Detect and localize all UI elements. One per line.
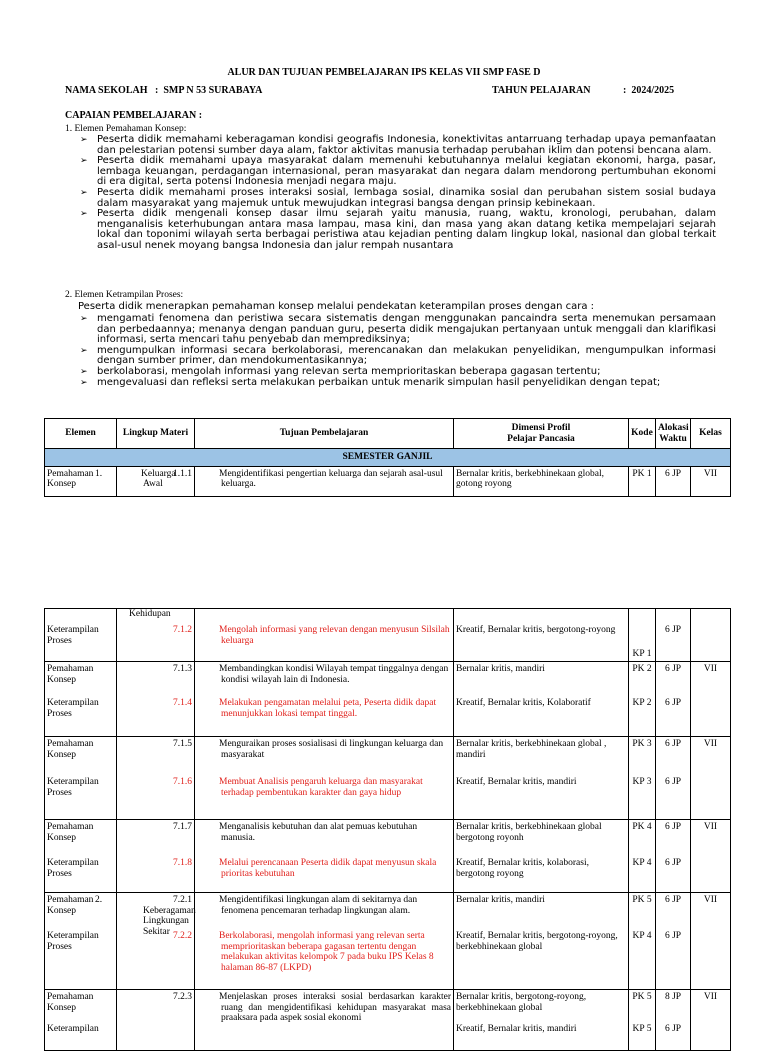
list-item: ➢ Peserta didik memahami upaya masyarakat dalam memenuhi kebutuhannya melalui kegiatan ekonomi, harga, pasar, lembaga keuangan, perdagangan internasional, peran masyarakat dan negara dalam mendorong pertumbuhan ekonomi di era digital, serta potensi Indonesia menjadi negara maju. [80,155,716,188]
arrow-bullet-icon: ➢ [80,366,88,377]
cell-kelas: VII [691,820,731,893]
list-item: ➢ mengumpulkan informasi secara berkolaborasi, merencanakan dan melakukan penyelidikan, mengumpulkan informasi dengan sumber primer, dan mendokumentasikannya; [80,344,716,367]
list-item: ➢ Peserta didik memahami keberagaman kondisi geografis Indonesia, konektivitas antarruang terhadap upaya pemanfaatan dan pelestarian potensi sumber daya alam, faktor aktivitas manusia terhadap perubahan iklim dan potensi bencana alam. [80,134,716,156]
arrow-bullet-icon: ➢ [80,156,88,167]
cell-dimensi: Bernalar kritis, berkebhinekaan global bergotong royonh Kreatif, Bernalar kritis, kolaborasi, bergotong royong [454,820,629,893]
table-row [45,466,731,496]
cell-lingkup: Kehidupan [117,609,195,662]
col-header-alokasi: Alokasi Waktu [656,419,691,449]
cell-tujuan: 7.2.3 Menjelaskan proses interaksi sosial berdasarkan karakter ruang dan mengidentifikasi kehidupan masyarakat masa praaksara pada aspek sosial ekonomi [195,990,454,1051]
cell-tujuan: 7.1.7 Menganalisis kebutuhan dan alat pemuas kebutuhan manusia. 7.1.8 Melalui perencanaan Peserta didik dapat menyusun skala prioritas kebutuhan [195,820,454,893]
cell-kode: PK 5 KP 4 [629,893,656,990]
cell-kode: PK 1 [629,466,656,496]
table-row [45,990,731,1051]
cell-waktu: 6 JP 6 JP [656,737,691,820]
elemen2-list [78,314,716,388]
cell-tujuan: 7.1.5 Menguraikan proses sosialisasi di lingkungan keluarga dan masyarakat 7.1.6 Membuat Analisis pengaruh keluarga dan masyarakat terhadap pembentukan karakter dan gaya hidup [195,737,454,820]
cell-dimensi: Bernalar kritis, berkebhinekaan global, gotong royong [454,466,629,496]
list-item: ➢ mengevaluasi dan refleksi serta melakukan perbaikan untuk menarik simpulan hasil penyelidikan dengan tepat; [80,376,661,388]
capaian-heading: CAPAIAN PEMBELAJARAN : [65,110,203,121]
arrow-bullet-icon: ➢ [80,314,88,324]
list-item: ➢ Peserta didik memahami proses interaksi sosial, lembaga sosial, dinamika sosial dan perubahan sistem sosial budaya dalam masyarakat yang majemuk untuk mewujudkan integrasi bangsa dengan prinsip kebinekaan. [80,186,716,209]
cell-kode: PK 4 KP 4 [629,820,656,893]
cell-elemen: Pemahaman Konsep Keterampilan Proses [45,820,117,893]
elemen2-intro: Peserta didik menerapkan pemahaman konsep melalui pendekatan keterampilan proses dengan cara : [78,301,595,312]
table-row [45,820,731,893]
semester-row [45,449,731,467]
cell-kelas [691,609,731,662]
table-row [45,893,731,990]
col-header-kode: Kode [629,419,656,449]
cell-kode: PK 3 KP 3 [629,737,656,820]
table-row [45,609,731,662]
table-row [45,662,731,737]
cell-elemen: Pemahaman Konsep [45,466,117,496]
col-header-lingkup: Lingkup Materi [117,419,195,449]
cell-kelas: VII [691,990,731,1051]
cell-elemen: Pemahaman Konsep Keterampilan Proses [45,737,117,820]
cell-waktu: 6 JP 6 JP [656,662,691,737]
cell-kode: PK 5 KP 5 [629,990,656,1051]
semester-label: SEMESTER GANJIL [45,449,731,467]
arrow-bullet-icon: ➢ [80,187,88,198]
cell-lingkup: 1. Keluarga Awal [117,466,195,496]
tp-table-part1 [44,418,731,497]
cell-tujuan: 1.1.1 Mengidentifikasi pengertian keluarga dan sejarah asal-usul keluarga. [195,466,454,496]
table-row [45,737,731,820]
arrow-bullet-icon: ➢ [80,377,88,388]
cell-kelas: VII [691,893,731,990]
cell-dimensi: Bernalar kritis, mandiri Kreatif, Bernalar kritis, bergotong-royong, berkebhinekaan global [454,893,629,990]
cell-dimensi: Bernalar kritis, bergotong-royong, berkebhinekaan global Kreatif, Bernalar kritis, mandiri [454,990,629,1051]
cell-kode: KP 1 [629,609,656,662]
cell-waktu: 6 JP 6 JP [656,893,691,990]
list-item: ➢ mengamati fenomena dan peristiwa secara sistematis dengan menggunakan pancaindra serta menemukan persamaan dan perbedaannya; menanya dengan panduan guru, peserta didik mengajukan pertanyaan untuk menggali dan klarifikasi informasi, serta mencari tahu penyebab dan memprediksinya; [80,313,716,346]
col-header-kelas: Kelas [691,419,731,449]
cell-elemen: Pemahaman Konsep Keterampilan Proses [45,893,117,990]
school-name: NAMA SEKOLAH : SMP N 53 SURABAYA [65,85,263,96]
elemen2-title: 2. Elemen Ketrampilan Proses: [65,290,184,300]
cell-kelas: VII [691,662,731,737]
arrow-bullet-icon: ➢ [80,345,88,356]
year-label: TAHUN PELAJARAN [492,85,591,96]
cell-kode: PK 2 KP 2 [629,662,656,737]
year-value: : 2024/2025 [623,85,675,96]
cell-tujuan: 7.1.2 Mengolah informasi yang relevan dengan menyusun Silsilah keluarga [195,609,454,662]
cell-kelas: VII [691,737,731,820]
arrow-bullet-icon: ➢ [80,209,88,220]
cell-dimensi: Bernalar kritis, berkebhinekaan global , mandiri Kreatif, Bernalar kritis, mandiri [454,737,629,820]
elemen1-title: 1. Elemen Pemahaman Konsep: [65,124,187,134]
cell-lingkup: 2.Keberagaman Lingkungan Sekitar [117,893,195,990]
cell-elemen: Keterampilan Proses [45,609,117,662]
list-item: ➢ Peserta didik mengenali konsep dasar ilmu sejarah yaitu manusia, ruang, waktu, kronologi, perubahan, dalam menganalisis keterhubungan antara masa lampau, masa kini, dan masa yang akan datang ketika mempelajari sejarah lokal dan toponimi wilayah serta berbagai peristiwa atau kejadian penting dalam lingkup lokal, nasional dan global terkait asal-usul nenek moyang bangsa Indonesia dan jalur rempah nusantara [80,208,716,251]
cell-waktu: 8 JP 6 JP [656,990,691,1051]
cell-kelas: VII [691,466,731,496]
cell-tujuan: 7.2.1 Mengidentifikasi lingkungan alam di sekitarnya dan fenomena pencemaran terhadap lingkungan alam. 7.2.2 Berkolaborasi, mengolah informasi yang relevan serta memprioritaskan beberapa gagasan tertentu dengan melakukan aktivitas kelompok 7 pada buku IPS Kelas 8 halaman 86-87 (LKPD) [195,893,454,990]
cell-waktu: 6 JP [656,609,691,662]
col-header-dimensi: Dimensi Profil Pelajar Pancasia [454,419,629,449]
col-header-elemen: Elemen [45,419,117,449]
elemen1-list [78,135,716,252]
cell-waktu: 6 JP [656,466,691,496]
arrow-bullet-icon: ➢ [80,135,88,145]
cell-dimensi: Bernalar kritis, mandiri Kreatif, Bernalar kritis, Kolaboratif [454,662,629,737]
col-header-tujuan: Tujuan Pembelajaran [195,419,454,449]
cell-elemen: Pemahaman Konsep Keterampilan [45,990,117,1051]
table-header-row [45,419,731,449]
cell-waktu: 6 JP 6 JP [656,820,691,893]
list-item: ➢ berkolaborasi, mengolah informasi yang relevan serta memprioritaskan beberapa gagasan tertentu; [80,365,601,377]
tp-table-part2 [44,608,731,1051]
cell-elemen: Pemahaman Konsep Keterampilan Proses [45,662,117,737]
cell-dimensi: Kreatif, Bernalar kritis, bergotong-royong [454,609,629,662]
cell-tujuan: 7.1.3 Membandingkan kondisi Wilayah tempat tinggalnya dengan kondisi wilayah lain di Indonesia. 7.1.4 Melakukan pengamatan melalui peta, Peserta didik dapat menunjukkan lokasi tempat tinggal. [195,662,454,737]
document-title: ALUR DAN TUJUAN PEMBELAJARAN IPS KELAS VII SMP FASE D [227,67,541,78]
